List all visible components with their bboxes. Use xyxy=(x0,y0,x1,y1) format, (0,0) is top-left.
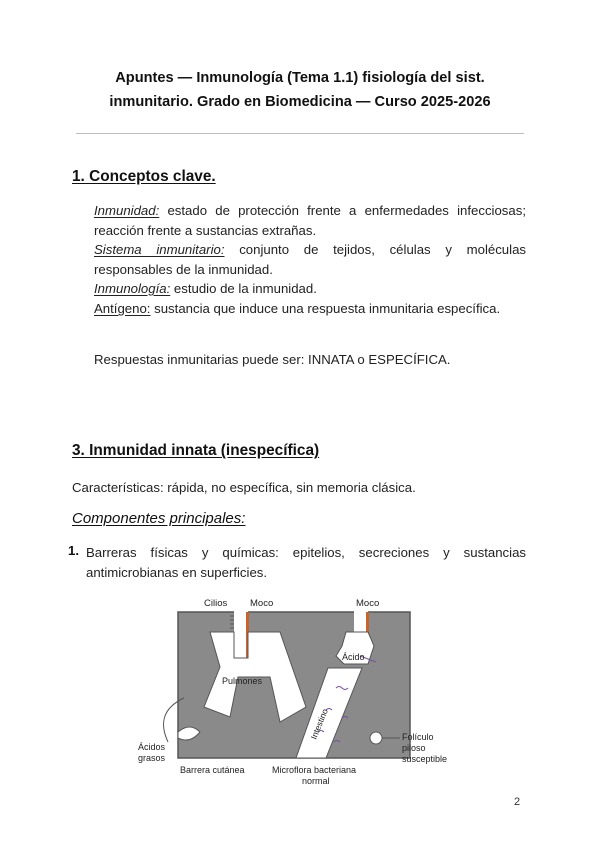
definition-text: sustancia que induce una respuesta inmunitaria específica. xyxy=(150,301,501,316)
term-inmunidad: Inmunidad: xyxy=(94,203,160,218)
label-intestino: Intestino xyxy=(308,707,330,741)
list-number: 1. xyxy=(68,543,79,558)
label-cilios: Cilios xyxy=(204,598,228,609)
label-moco-right: Moco xyxy=(356,598,380,609)
definition-text: conjunto de tejidos, células y moléculas responsables de la inmunidad. xyxy=(94,242,526,277)
page-number: 2 xyxy=(514,796,521,808)
responses-note: Respuestas inmunitarias puede ser: INNATA o ESPECÍFICA. xyxy=(94,352,451,367)
definition-inmunologia xyxy=(94,279,526,299)
characteristics-text: Características: rápida, no específica, sin memoria clásica. xyxy=(72,480,416,495)
label-microflora-1: Microflora bacteriana xyxy=(272,765,357,775)
components-heading: Componentes principales: xyxy=(72,510,246,527)
label-barrera-cutanea: Barrera cutánea xyxy=(180,765,245,775)
label-acido: Ácido xyxy=(342,652,365,662)
airway-opening xyxy=(234,610,248,658)
definition-antigeno xyxy=(94,299,526,319)
label-moco-left: Moco xyxy=(250,598,274,609)
barriers-diagram xyxy=(130,592,470,792)
title-line-2: inmunitario. Grado en Biomedicina — Curso 2025-2026 xyxy=(109,94,491,110)
label-pulmones: Pulmones xyxy=(222,676,263,686)
term-antigeno: Antígeno: xyxy=(94,301,151,316)
label-foliculo-2: piloso xyxy=(402,743,426,753)
term-inmunologia: Inmunología: xyxy=(94,281,171,296)
section-1-heading: 1. Conceptos clave. xyxy=(72,168,216,185)
header-divider xyxy=(76,133,524,134)
definition-text: estado de protección frente a enfermedades infecciosas; reacción frente a sustancias extrañas. xyxy=(94,203,526,238)
hair-follicle xyxy=(370,732,382,744)
section-3-heading: 3. Inmunidad innata (inespecífica) xyxy=(72,442,320,459)
label-acidos-grasos-2: grasos xyxy=(138,753,166,763)
label-microflora-2: normal xyxy=(302,776,330,786)
definition-sistema-inmunitario xyxy=(94,240,526,279)
label-foliculo-3: susceptible xyxy=(402,754,448,764)
document-title xyxy=(60,66,540,114)
label-foliculo-1: Folículo xyxy=(402,732,434,742)
definition-text: estudio de la inmunidad. xyxy=(170,281,317,296)
list-item-barreras: Barreras físicas y químicas: epitelios, secreciones y sustancias antimicrobianas en superficies. xyxy=(86,545,526,580)
title-line-1: Apuntes — Inmunología (Tema 1.1) fisiología del sist. xyxy=(115,70,485,86)
term-sistema-inmunitario: Sistema inmunitario: xyxy=(94,242,225,257)
label-acidos-grasos-1: Ácidos xyxy=(138,742,166,752)
definition-inmunidad xyxy=(94,201,526,240)
